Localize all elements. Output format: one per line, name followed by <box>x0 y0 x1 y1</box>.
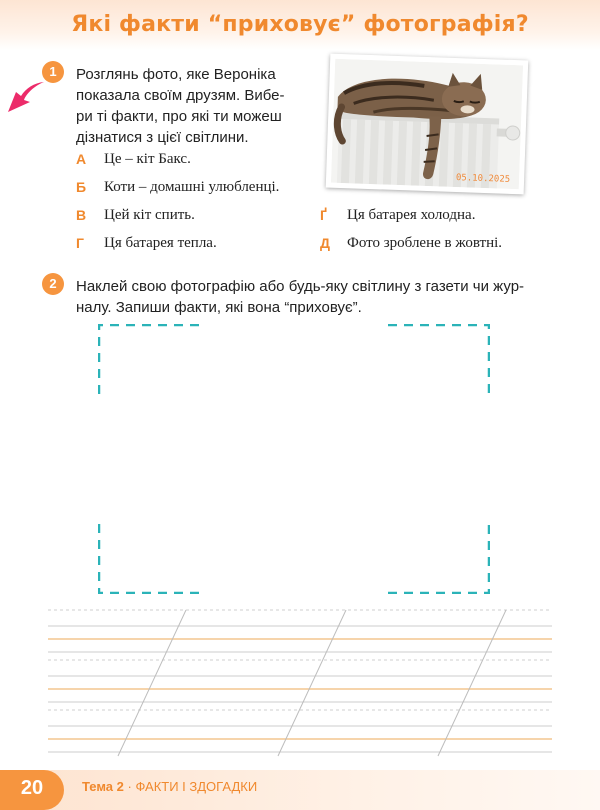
task-2-line: налу. Запиши факти, які вона “приховує”. <box>76 299 362 316</box>
option-letter-v: В <box>76 207 87 223</box>
footer-section: ФАКТИ І ЗДОГАДКИ <box>135 779 258 794</box>
task-1-line: показала своїм друзям. Вибе- <box>76 87 285 104</box>
photo-date: 05.10.2025 <box>455 173 511 185</box>
task-1-instruction <box>76 64 316 148</box>
task-2-line: Наклей свою фотографію або будь-яку світлину з газети чи жур- <box>76 278 525 295</box>
option-h-text: Ця батарея тепла. <box>104 235 217 251</box>
task-2-number: 2 <box>42 273 64 295</box>
option-letter-b: Б <box>76 179 87 195</box>
photo-placeholder-frame[interactable] <box>98 324 490 594</box>
cat-photo <box>326 54 529 195</box>
option-letter-d: Д <box>320 235 330 251</box>
task-1-line: дізнатися з цієї світлини. <box>76 129 249 146</box>
option-d-text: Фото зроблене в жовтні. <box>347 235 503 251</box>
footer-separator: · <box>123 779 136 794</box>
option-letter-a: А <box>76 151 87 167</box>
task-1-number: 1 <box>42 61 64 83</box>
option-v-text: Цей кіт спить. <box>104 207 195 223</box>
option-g-text: Ця батарея холодна. <box>347 207 476 223</box>
cat-on-radiator-photo <box>331 59 523 189</box>
writing-lines[interactable] <box>48 606 552 758</box>
task-2-instruction <box>76 276 576 318</box>
pointer-arrow-icon <box>4 80 46 116</box>
page-number: 20 <box>0 770 64 810</box>
option-letter-g: Ґ <box>320 207 327 223</box>
option-b-text: Коти – домашні улюбленці. <box>104 179 280 195</box>
task-1-line: ри ті факти, про які ти можеш <box>76 108 282 125</box>
option-letter-h: Г <box>76 235 84 251</box>
footer-topic <box>82 779 257 794</box>
page-title: Які факти “приховує” фотографія? <box>71 12 529 37</box>
footer-topic-label: Тема 2 <box>82 779 124 794</box>
task-1-line: Розглянь фото, яке Вероніка <box>76 66 276 83</box>
option-a-text: Це – кіт Бакс. <box>104 151 191 167</box>
